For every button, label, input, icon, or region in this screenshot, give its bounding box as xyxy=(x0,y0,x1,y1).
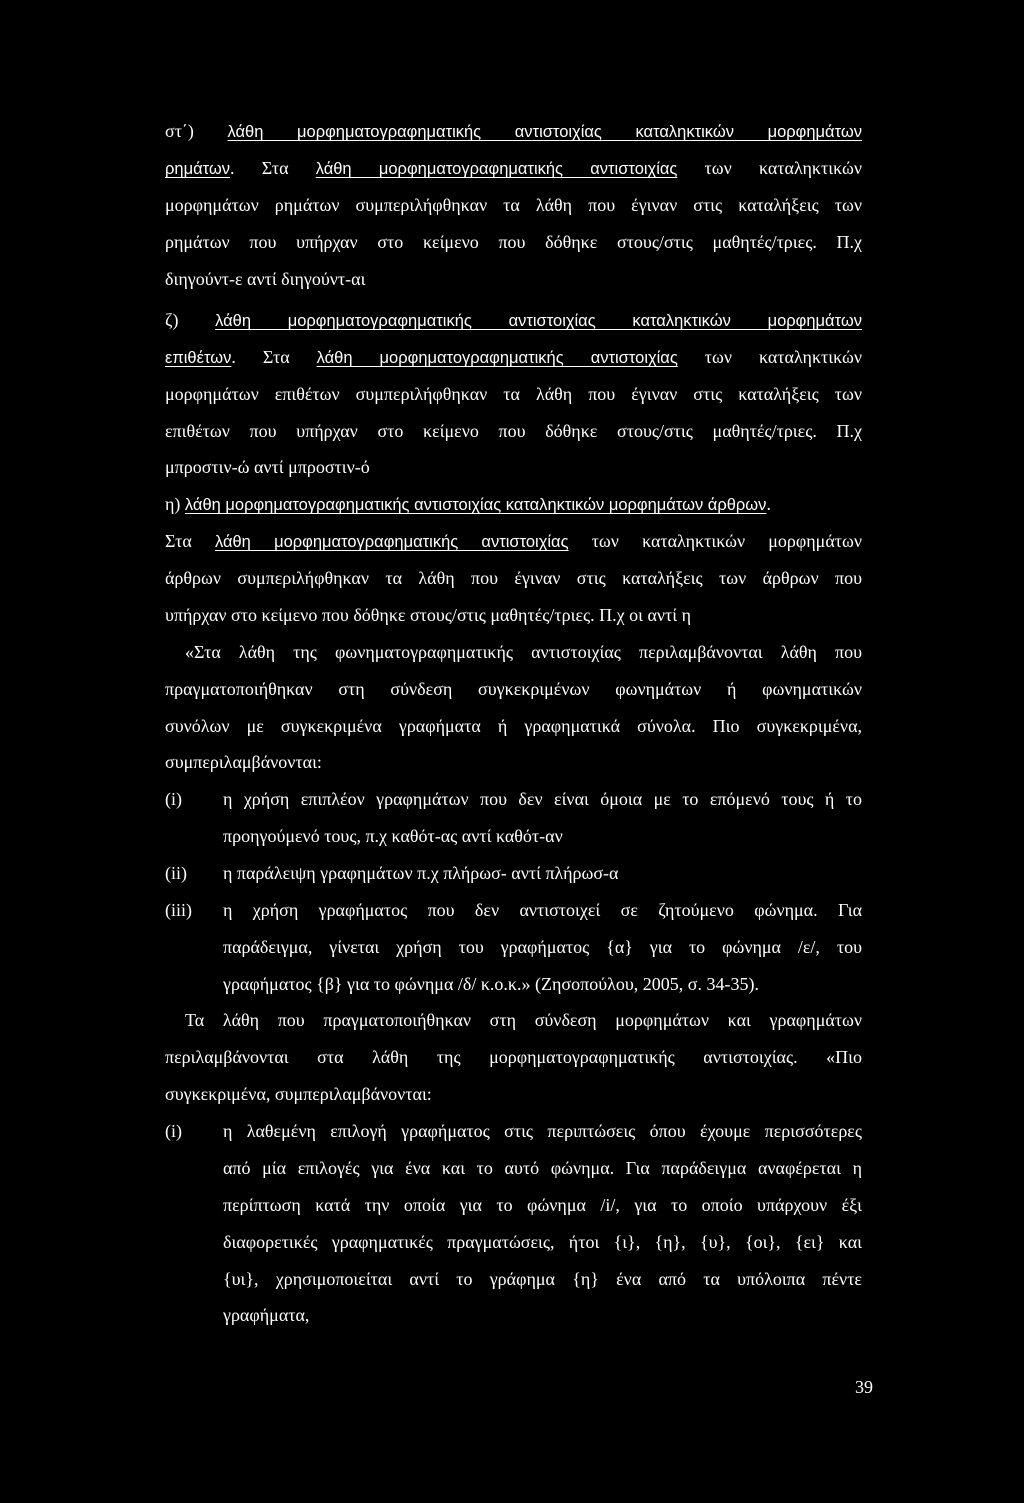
text-line: από μία επιλογές για ένα και το αυτό φώνημα. Για παράδειγμα αναφέρεται η xyxy=(223,1158,862,1178)
text-line: ρημάτων. Στα λάθη μορφηματογραφηματικής αντιστοιχίας των καταληκτικών xyxy=(165,158,862,178)
text-line: επιθέτων που υπήρχαν στο κείμενο που δόθηκε στους/στις μαθητές/τριες. Π.χ xyxy=(165,421,862,441)
text-line: η) λάθη μορφηματογραφηματικής αντιστοιχίας καταληκτικών μορφημάτων άρθρων. xyxy=(165,494,771,514)
text-line: μορφημάτων επιθέτων συμπεριλήφθηκαν τα λάθη που έγιναν στις καταλήξεις των xyxy=(165,384,862,404)
text-line: περίπτωση κατά την οποία για το φώνημα /i/, για το οποίο υπάρχουν έξι xyxy=(223,1195,862,1215)
underlined-term: ρημάτων xyxy=(165,160,231,178)
text-line: γραφήματος {β} για το φώνημα /δ/ κ.ο.κ.» (Ζησοπούλου, 2005, σ. 34-35). xyxy=(223,974,759,994)
underlined-term: λάθη μορφηματογραφηματικής αντιστοιχίας xyxy=(315,160,678,178)
text-line: Στα λάθη μορφηματογραφηματικής αντιστοιχίας των καταληκτικών μορφημάτων xyxy=(165,531,862,551)
text-line: συγκεκριμένα, συμπεριλαμβάνονται: xyxy=(165,1084,432,1104)
text-line: περιλαμβάνονται στα λάθη της μορφηματογραφηματικής αντιστοιχίας. «Πιο xyxy=(165,1047,862,1067)
underlined-term: λάθη μορφηματογραφηματικής αντιστοιχίας xyxy=(316,349,678,367)
text-line: μπροστιν-ώ αντί μπροστιν-ό xyxy=(165,457,370,477)
text-line: επιθέτων. Στα λάθη μορφηματογραφηματικής αντιστοιχίας των καταληκτικών xyxy=(165,347,862,367)
text-line: «Στα λάθη της φωνηματογραφηματικής αντιστοιχίας περιλαμβάνονται λάθη που xyxy=(185,642,862,662)
list-marker: (i) xyxy=(165,789,182,809)
list-marker: (iii) xyxy=(165,900,192,920)
text-line: η χρήση επιπλέον γραφημάτων που δεν είναι όμοια με το επόμενό τους ή το xyxy=(223,789,862,809)
list-marker: ζ) xyxy=(165,310,179,330)
text-line: η παράλειψη γραφημάτων π.χ πλήρωσ- αντί πλήρωσ-α xyxy=(223,863,619,883)
underlined-term: επιθέτων xyxy=(165,349,232,367)
list-marker: (i) xyxy=(165,1121,182,1141)
page-number: 39 xyxy=(855,1377,873,1397)
text-line xyxy=(165,118,862,144)
underlined-term: λάθη μορφηματογραφηματικής αντιστοιχίας καταληκτικών μορφημάτων xyxy=(215,312,862,330)
text-line: {υι}, χρησιμοποιείται αντί το γράφημα {η} ένα από τα υπόλοιπα πέντε xyxy=(223,1269,862,1289)
text-line: διαφορετικές γραφηματικές πραγματώσεις, ήτοι {ι}, {η}, {υ}, {οι}, {ει} και xyxy=(223,1232,862,1252)
text-line: πραγματοποιήθηκαν στη σύνδεση συγκεκριμένων φωνημάτων ή φωνηματικών xyxy=(165,679,862,699)
text-line: η χρήση γραφήματος που δεν αντιστοιχεί σε ζητούμενο φώνημα. Για xyxy=(223,900,862,920)
underlined-term: λάθη μορφηματογραφηματικής αντιστοιχίας xyxy=(214,533,569,551)
text-line: μορφημάτων ρημάτων συμπεριλήφθηκαν τα λάθη που έγιναν στις καταλήξεις των xyxy=(165,195,862,215)
list-marker: η) xyxy=(165,494,181,514)
list-marker: στ΄) xyxy=(165,121,194,141)
text-line: διηγούντ-ε αντί διηγούντ-αι xyxy=(165,269,366,289)
text-line: άρθρων συμπεριλήφθηκαν τα λάθη που έγιναν στις καταλήξεις των άρθρων που xyxy=(165,568,862,588)
text-line: προηγούμενό τους, π.χ καθότ-ας αντί καθότ-αν xyxy=(223,826,563,846)
text-line: συνόλων με συγκεκριμένα γραφήματα ή γραφηματικά σύνολα. Πιο συγκεκριμένα, xyxy=(165,716,862,736)
text-line: υπήρχαν στο κείμενο που δόθηκε στους/στις μαθητές/τριες. Π.χ οι αντί η xyxy=(165,605,692,625)
text-line: γραφήματα, xyxy=(223,1305,310,1325)
list-marker: (ii) xyxy=(165,863,187,883)
text-line xyxy=(165,307,862,333)
text-line: η λαθεμένη επιλογή γραφήματος στις περιπτώσεις όπου έχουμε περισσότερες xyxy=(223,1121,862,1141)
underlined-term: λάθη μορφηματογραφηματικής αντιστοιχίας καταληκτικών μορφημάτων άρθρων xyxy=(184,496,767,514)
text-line: παράδειγμα, γίνεται χρήση του γραφήματος {α} για το φώνημα /ε/, του xyxy=(223,937,862,957)
underlined-term: λάθη μορφηματογραφηματικής αντιστοιχίας καταληκτικών μορφημάτων xyxy=(227,123,862,141)
text-line: ρημάτων που υπήρχαν στο κείμενο που δόθηκε στους/στις μαθητές/τριες. Π.χ xyxy=(165,232,862,252)
text-line: συμπεριλαμβάνονται: xyxy=(165,752,322,772)
text-line: Τα λάθη που πραγματοποιήθηκαν στη σύνδεση μορφημάτων και γραφημάτων xyxy=(185,1010,862,1030)
